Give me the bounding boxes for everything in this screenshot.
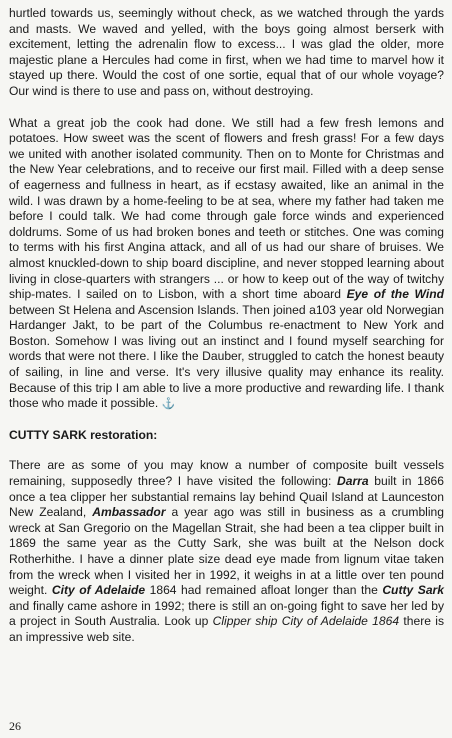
- paragraph-cook-and-travels: [9, 116, 444, 413]
- ship-name-city-of-adelaide: City of Adelaide: [51, 583, 146, 598]
- text-run: and finally came ashore in 1992; there is still an on-going fight to save her led by a project in South Australia. Look up: [9, 598, 444, 629]
- paragraph-composite-vessels: [9, 458, 444, 645]
- section-heading: CUTTY SARK restoration:: [9, 427, 158, 442]
- ship-name-cutty-sark: Cutty Sark: [382, 583, 444, 598]
- paragraph-spacer: [9, 100, 444, 116]
- ship-name-eye-of-the-wind: Eye of the Wind: [346, 287, 444, 302]
- text-run: 1864 had remained afloat longer than the: [145, 583, 383, 598]
- text-run: a year ago was still in business as a crumbling wreck at San Gregorio on the Magellan Strait, she had been a tea clipper built in 1869 the same year as the Cutty Sark, she was built at the Nelson dock Rotherhithe. I have a dinner plate size dead eye made from lignum vitae taken from the wreck when I visited her in 1992, it weighs in at a little over ten pound weight.: [9, 505, 444, 598]
- ship-name-ambassador: Ambassador: [92, 505, 166, 520]
- page-number: 26: [9, 719, 21, 733]
- ship-name-darra: Darra: [337, 474, 369, 489]
- anchor-icon: ⚓: [161, 398, 176, 411]
- paragraph-voyage-end: hurtled towards us, seemingly without check, as we watched through the yards and masts. We waved and yelled, with the boys going almost berserk with excitement, letting the adrenalin flow to excess... I was glad the older, more majestic plane a Hercules had come in first, when we had time to marvel how it stayed up there. Would the cost of one sortie, equal that of our whole voyage? Our wind is there to use and pass on, without destroying.: [9, 6, 444, 98]
- text-run: between St Helena and Ascension Islands. Then joined a103 year old Norwegian Hardanger Jakt, to be part of the Columbus re-enactment to New York and Boston. Somehow I was living out an instinct and I found myself searching for words that were not there. I like the Dauber, struggled to catch the honest beauty of sailing, in line and verse. It's very illusive quality may enhance its reality. Because of this trip I am able to live a more productive and rewarding life. I thank those who made it possible.: [9, 302, 444, 411]
- website-reference: Clipper ship City of Adelaide 1864: [212, 614, 400, 629]
- text-run: What a great job the cook had done. We still had a few fresh lemons and potatoes. How sweet was the scent of flowers and fresh grass! For a few days we united with another isolated community. Then on to Monte for Christmas and the New Year celebrations, and to receive our first mail. Filled with a deep sense of eagerness and fullness in heart, as if ecstasy awaited, like an animal in the wild. I was drawn by a home-feeling to be at sea, where my father had taken me before I could talk. We had come through gale force winds and experienced doldrums. Some of us had broken bones and teeth or stitches. One was coming to terms with his first Angina attack, and all of us had our share of bruises. We almost knuckled-down to ship board discipline, and never stopped learning about living in close-quarters with strangers ... or how to keep out of the way of twitchy ship-mates. I sailed on to Lisbon, with a short time aboard: [9, 115, 444, 302]
- text-run: There are as some of you may know a number of composite built vessels remaining, supposedly three? I have visited the following:: [9, 458, 444, 489]
- paragraph-spacer: [9, 443, 444, 458]
- paragraph-spacer: [9, 413, 444, 428]
- text-run: built in 1866 once a tea clipper her substantial remains lay behind Quail Island at Launceston New Zealand,: [9, 474, 444, 520]
- text-run: there is an impressive web site.: [9, 614, 444, 644]
